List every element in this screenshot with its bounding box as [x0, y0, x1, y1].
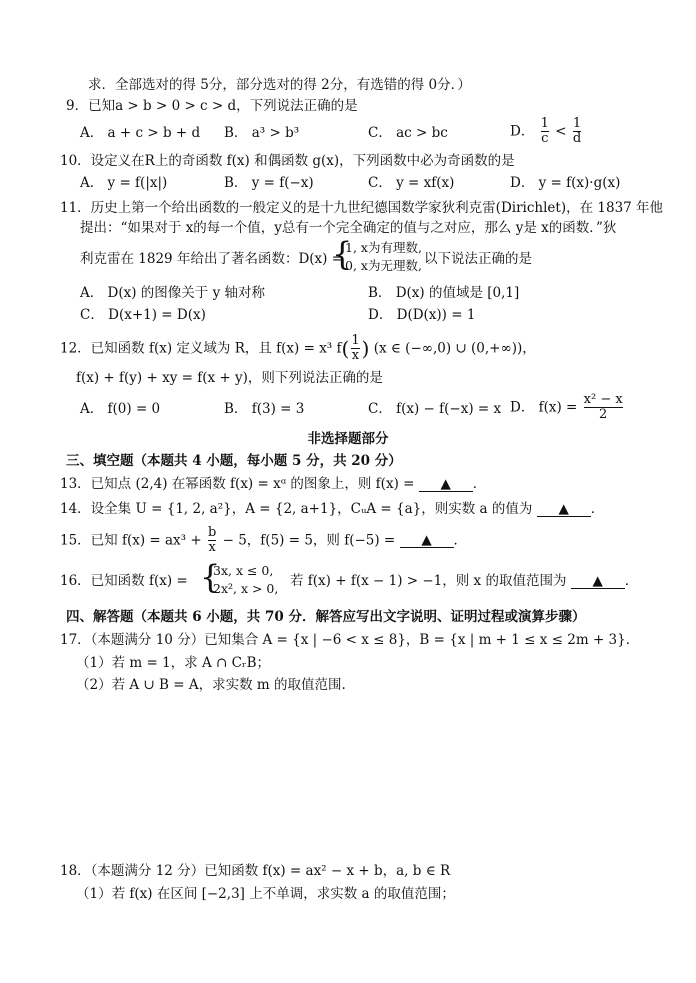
section3-text: 三、填空题（本题共 4 小题，每小题 5 分，共 20 分）	[66, 453, 402, 469]
q9-option-a: A． a + c > b + d	[80, 125, 201, 141]
q11-line2: 提出：“如果对于 x的每一个值，y总有一个完全确定的值与之对应，那么 y是 x的函数．”狄	[80, 220, 617, 236]
q10-option-b: B． y = f(−x)	[224, 175, 314, 191]
q18-stem: 18．（本题满分 12 分）已知函数 f(x) = ax² − x + b，a, b ∈ R	[60, 863, 451, 879]
q12-line2: f(x) + f(y) + xy = f(x + y)，则下列说法正确的是	[76, 370, 383, 386]
q11-option-c: C． D(x+1) = D(x)	[80, 307, 206, 323]
q12-line1-post: (x ∈ (−∞,0) ∪ (0,+∞))，	[373, 340, 536, 357]
q11-option-b: B． D(x) 的值域是 [0,1]	[368, 285, 520, 301]
q11-brace: {	[332, 235, 353, 273]
q16-mid: 若 f(x) + f(x − 1) > −1，则 x 的取值范围为	[290, 573, 567, 589]
q13-pre: 13．已知点 (2,4) 在幂函数 f(x) = xᵅ 的图象上，则 f(x) =	[60, 476, 415, 492]
q15	[60, 526, 467, 555]
q14-answer-blank[interactable]	[537, 502, 591, 517]
q12-d-num: x² − x	[583, 392, 623, 407]
q13-answer-blank[interactable]	[419, 477, 473, 492]
q9-d-num1: 1	[540, 116, 549, 131]
q12-paren-close: )	[361, 336, 370, 361]
q12-option-b: B． f(3) = 3	[224, 401, 305, 417]
q9-d-den1: c	[541, 131, 549, 146]
q17-sub2: （2）若 A ∪ B = A，求实数 m 的取值范围.	[76, 677, 346, 693]
q15-post: ．	[453, 532, 468, 549]
q9-option-d	[510, 117, 583, 146]
q16-brace: {	[200, 558, 221, 596]
q15-mid: − 5，f(5) = 5，则 f(−5) =	[222, 532, 396, 549]
q18-sub1: （1）若 f(x) 在区间 [−2,3] 上不单调，求实数 a 的取值范围；	[76, 886, 455, 902]
q16-triangle: ▲	[592, 573, 603, 589]
q9-d-frac-left	[541, 117, 549, 146]
section-nonchoice-title: 非选择题部分	[307, 431, 389, 447]
q11-case1: 1, x为有理数,	[345, 240, 422, 255]
q10-stem: 10．设定义在R上的奇函数 f(x) 和偶函数 g(x)，下列函数中必为奇函数的是	[60, 153, 515, 169]
q9-option-c: C． ac > bc	[368, 125, 448, 141]
q9-d-den2: d	[572, 131, 582, 146]
q16-pre: 16．已知函数 f(x) =	[60, 573, 188, 589]
q12-frac-num: 1	[351, 333, 360, 348]
q10-option-c: C． y = xf(x)	[368, 175, 455, 191]
q12-line1	[60, 334, 536, 363]
q10-option-d: D． y = f(x)·g(x)	[510, 175, 621, 191]
q13	[60, 475, 486, 493]
q12-option-c: C． f(x) − f(−x) = x	[368, 401, 502, 417]
q16-case1: 3x, x ≤ 0,	[213, 563, 274, 578]
q15-pre: 15．已知 f(x) = ax³ +	[60, 532, 202, 549]
q12-frac-den: x	[351, 348, 360, 363]
q9-option-b: B． a³ > b³	[224, 125, 300, 141]
q15-frac-den: x	[208, 540, 216, 555]
q15-triangle: ▲	[421, 532, 432, 548]
q16-answer-blank[interactable]	[571, 574, 625, 589]
q12-option-a: A． f(0) = 0	[80, 401, 161, 417]
intro-line: 求．全部选对的得 5分，部分选对的得 2分，有选错的得 0分．）	[88, 77, 471, 93]
q9-stem: 9．已知a > b > 0 > c > d，下列说法正确的是	[66, 98, 358, 114]
q14	[60, 500, 604, 518]
q12-d-den: 2	[599, 407, 608, 422]
q15-frac	[208, 526, 216, 555]
q11-option-a: A． D(x) 的图像关于 y 轴对称	[80, 285, 266, 301]
q16-post: ．	[624, 573, 639, 589]
section4-heading	[66, 608, 585, 626]
q9-d-frac-right	[573, 117, 581, 146]
q15-answer-blank[interactable]	[400, 533, 454, 548]
section4-text: 四、解答题（本题共 6 小题，共 70 分．解答应写出文字说明、证明过程或演算步骤）	[66, 609, 586, 625]
q15-frac-num: b	[207, 525, 217, 540]
q12-frac	[351, 334, 359, 363]
q9-d-num2: 1	[572, 116, 582, 131]
q9-d-lt: <	[555, 123, 567, 140]
q17-stem: 17．（本题满分 10 分）已知集合 A = {x | −6 < x ≤ 8}，B = {x | m + 1 ≤ x ≤ 2m + 3}．	[60, 632, 640, 648]
q12-option-d-label: D． f(x) =	[510, 399, 578, 416]
q11-line1: 11．历史上第一个给出函数的一般定义的是十九世纪德国数学家狄利克雷(Dirichlet)，在 1837 年他	[60, 200, 664, 216]
q13-post: ．	[472, 476, 487, 492]
q12-line1-pre: 12．已知函数 f(x) 定义域为 R，且 f(x) = x³ f	[60, 340, 342, 357]
q9-option-d-label: D．	[510, 123, 535, 140]
q14-triangle: ▲	[558, 501, 569, 517]
q16-rest	[290, 572, 638, 590]
q14-post: ．	[590, 501, 605, 517]
q11-line3-post: 以下说法正确的是	[424, 251, 532, 267]
q17-sub1: （1）若 m = 1，求 A ∩ CᵣB；	[76, 655, 271, 671]
q11-case2: 0, x为无理数,	[345, 258, 422, 273]
q13-triangle: ▲	[440, 476, 451, 492]
q14-pre: 14．设全集 U = {1, 2, a²}，A = {2, a+1}，CᵤA = {a}，则实数 a 的值为	[60, 501, 533, 517]
q12-d-frac	[584, 393, 623, 422]
q12-option-d	[510, 393, 625, 422]
q10-option-a: A． y = f(|x|)	[80, 175, 168, 191]
section3-heading	[66, 452, 402, 470]
q11-option-d: D． D(D(x)) = 1	[368, 307, 476, 323]
q16-case2: 2x², x > 0,	[213, 581, 279, 596]
q11-line3-pre: 利克雷在 1829 年给出了著名函数：D(x) =	[80, 251, 344, 267]
q12-paren-open: (	[341, 336, 350, 361]
